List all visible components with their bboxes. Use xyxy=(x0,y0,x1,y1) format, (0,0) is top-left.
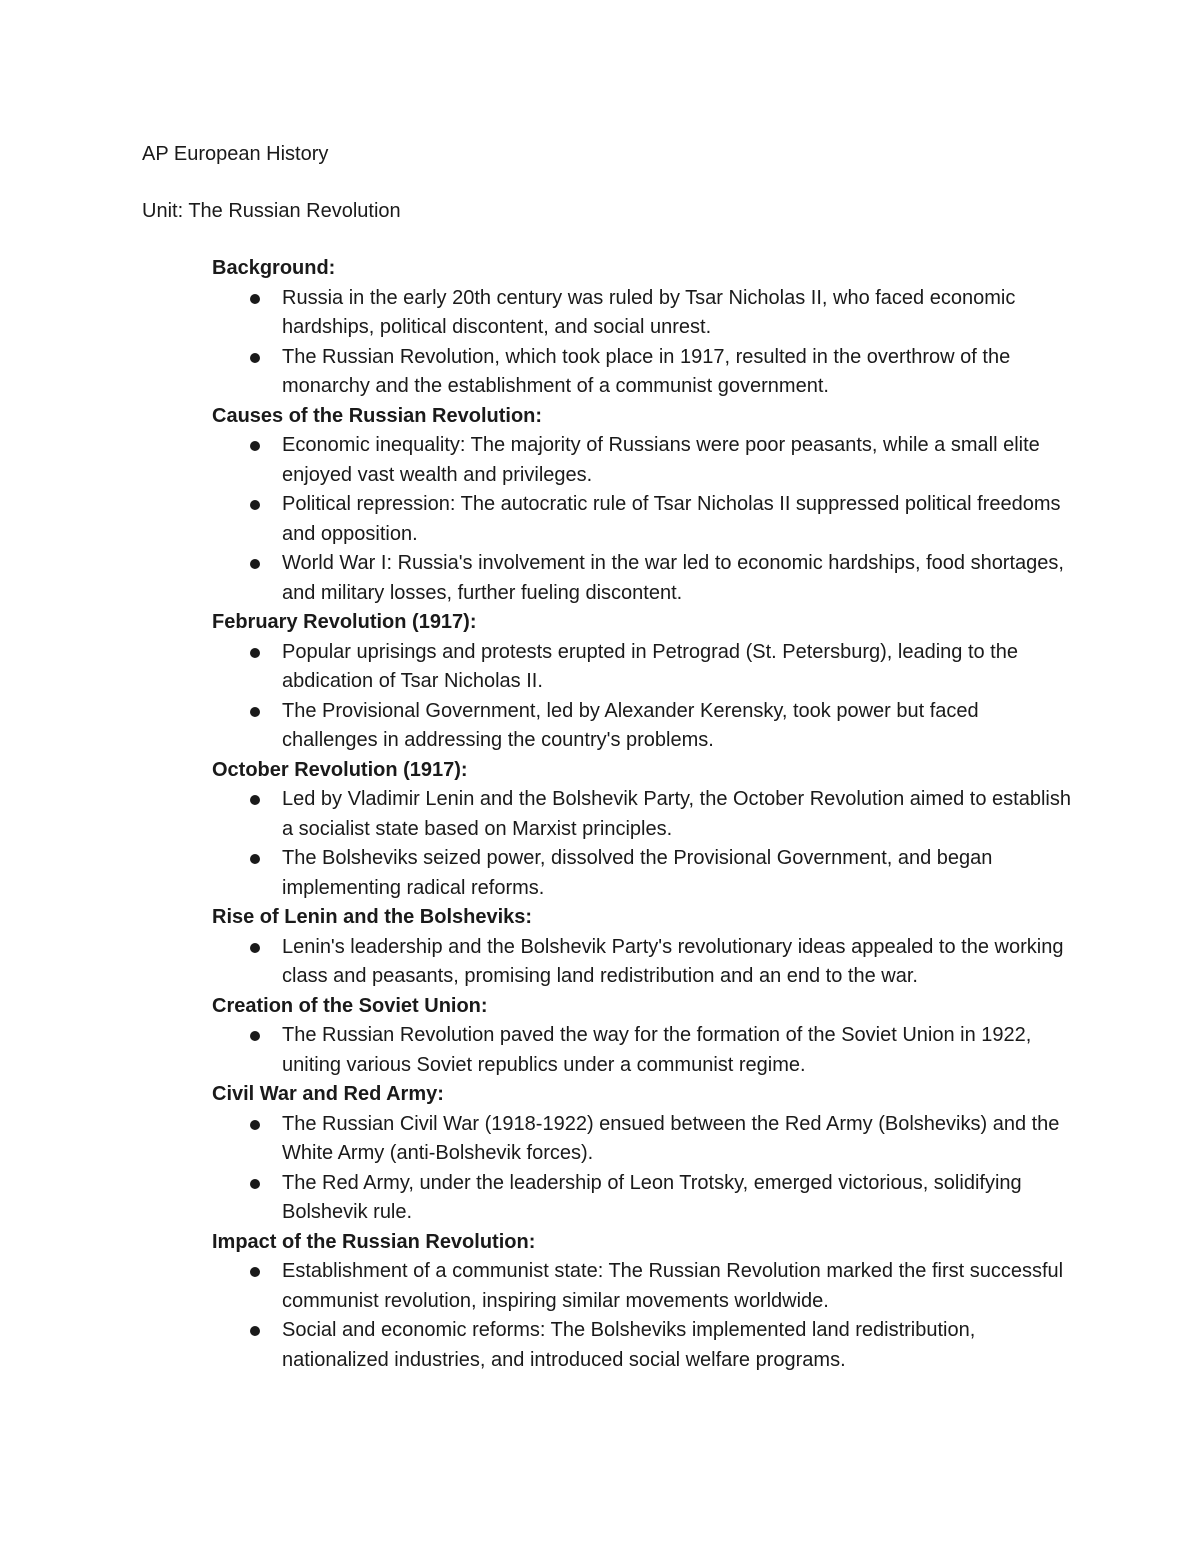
bullet-text: Establishment of a communist state: The Russian Revolution marked the first successful communist revolution, inspiring similar movements worldwide. xyxy=(282,1260,1064,1312)
unit-title: Unit: The Russian Revolution xyxy=(142,200,401,222)
bullet-item xyxy=(212,933,1072,992)
bullet-icon xyxy=(250,441,260,451)
bullet-item xyxy=(212,343,1072,402)
bullet-item xyxy=(212,431,1072,490)
bullet-list xyxy=(212,284,1072,402)
bullet-icon xyxy=(250,854,260,864)
bullet-text: The Bolsheviks seized power, dissolved the Provisional Government, and began implementing radical reforms. xyxy=(282,847,993,899)
bullet-text: The Russian Revolution, which took place in 1917, resulted in the overthrow of the monarchy and the establishment of a communist government. xyxy=(282,345,1011,397)
bullet-icon xyxy=(250,795,260,805)
section-heading: Creation of the Soviet Union: xyxy=(212,994,488,1017)
section-february-revolution xyxy=(212,608,1072,756)
section-background xyxy=(212,254,1072,402)
bullet-text: The Provisional Government, led by Alexander Kerensky, took power but faced challenges in addressing the country's problems. xyxy=(282,699,979,751)
bullet-list xyxy=(212,1110,1072,1228)
bullet-item xyxy=(212,638,1072,697)
bullet-icon xyxy=(250,500,260,510)
section-soviet-union xyxy=(212,992,1072,1081)
section-heading: Impact of the Russian Revolution: xyxy=(212,1230,536,1253)
section-rise-of-lenin xyxy=(212,903,1072,992)
bullet-item xyxy=(212,1110,1072,1169)
bullet-item xyxy=(212,490,1072,549)
bullet-item xyxy=(212,1021,1072,1080)
bullet-text: Lenin's leadership and the Bolshevik Party's revolutionary ideas appealed to the working class and peasants, promising land redistribution and an end to the war. xyxy=(282,935,1064,987)
bullet-text: Popular uprisings and protests erupted in Petrograd (St. Petersburg), leading to the abdication of Tsar Nicholas II. xyxy=(282,640,1018,692)
section-heading: Rise of Lenin and the Bolsheviks: xyxy=(212,906,533,928)
section-heading: Causes of the Russian Revolution: xyxy=(212,404,543,427)
section-heading: October Revolution (1917): xyxy=(212,758,468,781)
bullet-item xyxy=(212,1169,1072,1228)
bullet-list xyxy=(212,431,1072,608)
bullet-text: Political repression: The autocratic rule of Tsar Nicholas II suppressed political freedoms and opposition. xyxy=(282,493,1061,545)
bullet-list xyxy=(212,785,1072,903)
bullet-icon xyxy=(250,648,260,658)
section-impact xyxy=(212,1228,1072,1376)
bullet-text: The Red Army, under the leadership of Leon Trotsky, emerged victorious, solidifying Bolshevik rule. xyxy=(282,1171,1022,1223)
bullet-list xyxy=(212,638,1072,756)
bullet-text: The Russian Revolution paved the way for the formation of the Soviet Union in 1922, uniting various Soviet republics under a communist regime. xyxy=(282,1024,1032,1076)
bullet-text: World War I: Russia's involvement in the war led to economic hardships, food shortages, and military losses, further fueling discontent. xyxy=(282,552,1064,604)
bullet-text: The Russian Civil War (1918-1922) ensued between the Red Army (Bolsheviks) and the White Army (anti-Bolshevik forces). xyxy=(282,1112,1060,1164)
bullet-icon xyxy=(250,1326,260,1336)
section-heading: Background: xyxy=(212,257,336,279)
bullet-icon xyxy=(250,1120,260,1130)
bullet-item xyxy=(212,697,1072,756)
section-october-revolution xyxy=(212,756,1072,904)
bullet-icon xyxy=(250,1267,260,1277)
bullet-item xyxy=(212,284,1072,343)
bullet-item xyxy=(212,844,1072,903)
bullet-text: Economic inequality: The majority of Russians were poor peasants, while a small elite enjoyed vast wealth and privileges. xyxy=(282,434,1040,486)
bullet-list xyxy=(212,1257,1072,1375)
bullet-text: Social and economic reforms: The Bolsheviks implemented land redistribution, nationalized industries, and introduced social welfare programs. xyxy=(282,1319,976,1371)
bullet-text: Led by Vladimir Lenin and the Bolshevik Party, the October Revolution aimed to establish a socialist state based on Marxist principles. xyxy=(282,788,1071,840)
bullet-item xyxy=(212,1257,1072,1316)
bullet-icon xyxy=(250,943,260,953)
bullet-icon xyxy=(250,1179,260,1189)
bullet-item xyxy=(212,1316,1072,1375)
bullet-list xyxy=(212,1021,1072,1080)
section-heading: February Revolution (1917): xyxy=(212,611,477,633)
bullet-icon xyxy=(250,353,260,363)
bullet-item xyxy=(212,785,1072,844)
section-civil-war xyxy=(212,1080,1072,1228)
bullet-text: Russia in the early 20th century was ruled by Tsar Nicholas II, who faced economic hardships, political discontent, and social unrest. xyxy=(282,286,1016,338)
bullet-list xyxy=(212,933,1072,992)
section-causes xyxy=(212,402,1072,609)
course-title: AP European History xyxy=(142,143,329,165)
bullet-icon xyxy=(250,559,260,569)
notes-body xyxy=(212,254,1072,1375)
bullet-item xyxy=(212,549,1072,608)
bullet-icon xyxy=(250,1031,260,1041)
section-heading: Civil War and Red Army: xyxy=(212,1083,444,1105)
bullet-icon xyxy=(250,294,260,304)
bullet-icon xyxy=(250,707,260,717)
